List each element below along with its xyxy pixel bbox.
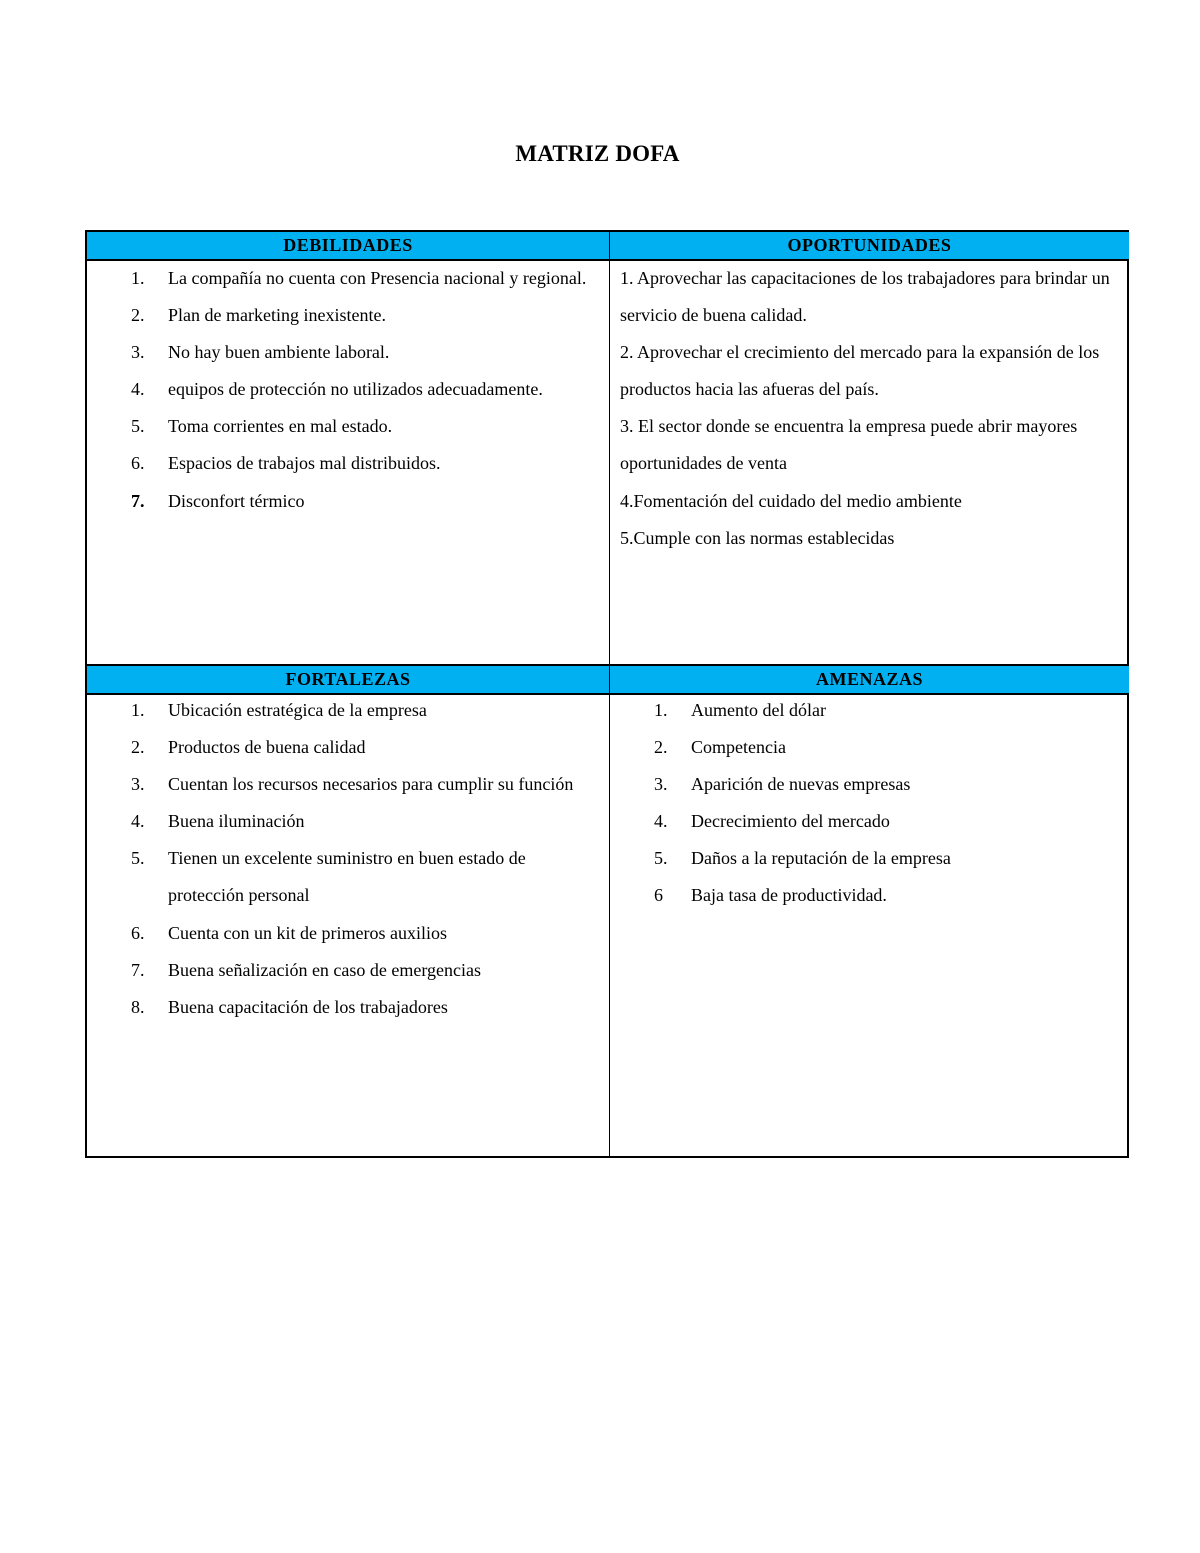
- list-item-text: Ubicación estratégica de la empresa: [168, 700, 427, 720]
- list-item: [87, 989, 609, 1026]
- list-item: [87, 766, 609, 803]
- list-number: 3.: [654, 774, 668, 795]
- list-item: [87, 260, 609, 297]
- list-item-text: Aparición de nuevas empresas: [691, 774, 911, 795]
- list-item: [610, 766, 1129, 803]
- list-number: 6.: [131, 453, 145, 474]
- fortalezas-header: FORTALEZAS: [87, 664, 609, 695]
- list-item: [87, 297, 609, 334]
- list-item: [87, 692, 609, 729]
- list-number: 2.: [654, 737, 668, 758]
- list-item-text: La compañía no cuenta con Presencia nacional y regional.: [168, 268, 587, 288]
- list-number: 7.: [131, 490, 145, 511]
- list-item-text: Cuenta con un kit de primeros auxilios: [168, 922, 447, 943]
- list-number: 2.: [131, 737, 145, 758]
- list-number: 4.: [131, 379, 145, 400]
- debilidades-list: [87, 260, 609, 520]
- dofa-matrix: [85, 230, 1129, 1158]
- list-item: [610, 840, 1129, 877]
- fortalezas-cell: [87, 692, 609, 1026]
- list-number: 1.: [131, 268, 145, 288]
- list-item-text: Buena señalización en caso de emergencias: [168, 959, 482, 980]
- list-number: 1.: [654, 700, 668, 720]
- list-number: 5.: [131, 848, 145, 869]
- list-item: [610, 803, 1129, 840]
- oportunidades-header: OPORTUNIDADES: [610, 232, 1129, 261]
- list-number: 5.: [131, 416, 145, 437]
- list-item-text: Buena capacitación de los trabajadores: [168, 996, 448, 1017]
- list-item-text: Espacios de trabajos mal distribuidos.: [168, 453, 441, 474]
- list-item: [87, 334, 609, 371]
- list-item: [87, 408, 609, 445]
- oportunidades-item: 5.Cumple con las normas establecidas: [620, 527, 895, 548]
- list-number: 8.: [131, 996, 145, 1017]
- debilidades-cell: [87, 260, 609, 520]
- list-number: 7.: [131, 959, 145, 980]
- list-item-text: Baja tasa de productividad.: [691, 885, 887, 906]
- list-item: [87, 445, 609, 482]
- list-item-text: Daños a la reputación de la empresa: [691, 848, 951, 869]
- list-item: [610, 692, 1129, 729]
- list-item: [87, 483, 609, 520]
- list-item: [610, 877, 1129, 914]
- list-item-text: Competencia: [691, 737, 786, 758]
- amenazas-cell: [610, 692, 1129, 915]
- list-item: [87, 952, 609, 989]
- list-item-text: Toma corrientes en mal estado.: [168, 416, 393, 437]
- list-number: 6: [654, 885, 663, 906]
- list-number: 5.: [654, 848, 668, 869]
- list-number: 2.: [131, 305, 145, 326]
- oportunidades-cell: [620, 260, 1120, 557]
- list-item-text: equipos de protección no utilizados adecuadamente.: [168, 379, 543, 400]
- list-item-text: Cuentan los recursos necesarios para cumplir su función: [168, 774, 574, 795]
- oportunidades-item: 3. El sector donde se encuentra la empresa puede abrir mayores oportunidades de venta: [620, 416, 1078, 474]
- amenazas-list: [610, 692, 1129, 915]
- list-item-text: Buena iluminación: [168, 811, 305, 832]
- list-item-text: Decrecimiento del mercado: [691, 811, 890, 832]
- list-item-text: Productos de buena calidad: [168, 737, 366, 758]
- list-item: [87, 371, 609, 408]
- fortalezas-list: [87, 692, 609, 1026]
- list-number: 4.: [654, 811, 668, 832]
- list-item-text: Aumento del dólar: [691, 700, 826, 720]
- list-item: [87, 803, 609, 840]
- list-item: [87, 729, 609, 766]
- page-title: MATRIZ DOFA: [515, 141, 680, 166]
- list-item: [87, 915, 609, 952]
- oportunidades-item: 1. Aprovechar las capacitaciones de los trabajadores para brindar un servicio de buena calidad.: [620, 268, 1110, 326]
- debilidades-header: DEBILIDADES: [87, 232, 609, 261]
- list-item-text: Tienen un excelente suministro en buen estado de protección personal: [168, 848, 526, 906]
- list-number: 4.: [131, 811, 145, 832]
- list-item-text: Disconfort térmico: [168, 490, 305, 511]
- list-number: 3.: [131, 342, 145, 363]
- list-item: [87, 840, 609, 914]
- list-number: 1.: [131, 700, 145, 720]
- list-item-text: No hay buen ambiente laboral.: [168, 342, 390, 363]
- oportunidades-item: 4.Fomentación del cuidado del medio ambiente: [620, 490, 962, 511]
- list-item-text: Plan de marketing inexistente.: [168, 305, 386, 326]
- list-number: 3.: [131, 774, 145, 795]
- amenazas-header: AMENAZAS: [610, 664, 1129, 695]
- list-item: [610, 729, 1129, 766]
- list-number: 6.: [131, 922, 145, 943]
- oportunidades-item: 2. Aprovechar el crecimiento del mercado para la expansión de los productos hacia las afueras del país.: [620, 342, 1100, 400]
